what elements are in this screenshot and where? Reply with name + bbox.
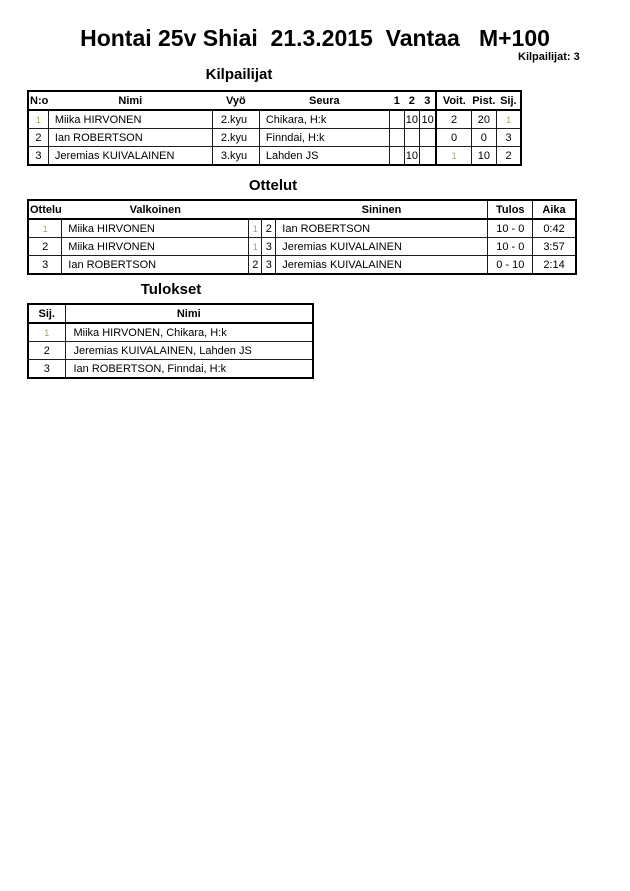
table-cell — [389, 147, 404, 166]
table-row — [28, 323, 313, 342]
column-header: Sininen — [276, 200, 488, 219]
participants-count: Kilpailijat: 3 — [518, 51, 580, 63]
table-cell: Jeremias KUIVALAINEN, Lahden JS — [65, 342, 313, 360]
table-row — [28, 256, 576, 275]
table-cell: 3:57 — [533, 238, 576, 256]
column-header: Aika — [533, 200, 576, 219]
table-cell: 10 — [404, 110, 419, 129]
table-header-row — [28, 304, 313, 323]
table-cell: Lahden JS — [259, 147, 389, 166]
table-cell: 2 — [249, 256, 262, 275]
table-cell: 2 — [28, 129, 48, 147]
column-header: Seura — [259, 91, 389, 110]
column-header — [249, 200, 262, 219]
table-cell: Ian ROBERTSON — [276, 219, 488, 238]
table-cell: Chikara, H:k — [259, 110, 389, 129]
table-cell: 3 — [262, 256, 276, 275]
table-cell: 1 — [28, 323, 65, 342]
table-cell: Jeremias KUIVALAINEN — [276, 238, 488, 256]
table-cell: Miika HIRVONEN, Chikara, H:k — [65, 323, 313, 342]
table-row — [28, 342, 313, 360]
matches-table-wrapper — [27, 199, 577, 275]
column-header: N:o — [28, 91, 48, 110]
column-header: Nimi — [65, 304, 313, 323]
table-cell: 2 — [28, 238, 62, 256]
table-cell: 2.kyu — [212, 129, 259, 147]
competitors-table-wrapper — [27, 90, 522, 166]
table-cell — [404, 129, 419, 147]
table-cell: 2 — [28, 342, 65, 360]
table-cell: Miika HIRVONEN — [48, 110, 212, 129]
table-cell: 10 — [404, 147, 419, 166]
column-header: Voit. — [436, 91, 471, 110]
table-cell: 1 — [249, 219, 262, 238]
table-cell: 3 — [28, 360, 65, 379]
table-cell: Miika HIRVONEN — [62, 219, 249, 238]
table-cell: 10 - 0 — [488, 219, 533, 238]
table-cell: 2 — [262, 219, 276, 238]
table-row — [28, 110, 521, 129]
competitors-table — [27, 90, 522, 166]
results-table-wrapper — [27, 303, 314, 379]
table-cell: 3 — [28, 147, 48, 166]
table-cell — [419, 129, 436, 147]
table-cell: 0 - 10 — [488, 256, 533, 275]
column-header: 3 — [419, 91, 436, 110]
table-row — [28, 129, 521, 147]
results-table — [27, 303, 314, 379]
table-cell: Miika HIRVONEN — [62, 238, 249, 256]
table-cell: 2 — [496, 147, 521, 166]
table-cell: 1 — [249, 238, 262, 256]
table-cell — [389, 110, 404, 129]
section-heading-ottelut: Ottelut — [248, 177, 298, 194]
table-cell: 10 - 0 — [488, 238, 533, 256]
table-cell: 1 — [496, 110, 521, 129]
table-cell: 3 — [262, 238, 276, 256]
table-cell: 10 — [471, 147, 496, 166]
column-header: Ottelu — [28, 200, 62, 219]
table-cell: Ian ROBERTSON, Finndai, H:k — [65, 360, 313, 379]
table-cell: 2:14 — [533, 256, 576, 275]
table-cell: 3.kyu — [212, 147, 259, 166]
table-cell: Jeremias KUIVALAINEN — [276, 256, 488, 275]
column-header: 1 — [389, 91, 404, 110]
column-header: Sij. — [496, 91, 521, 110]
column-header: Sij. — [28, 304, 65, 323]
column-header — [262, 200, 276, 219]
table-cell: 0:42 — [533, 219, 576, 238]
table-cell: Finndai, H:k — [259, 129, 389, 147]
table-cell: 20 — [471, 110, 496, 129]
table-cell: Ian ROBERTSON — [62, 256, 249, 275]
table-cell: 1 — [28, 219, 62, 238]
table-row — [28, 147, 521, 166]
table-cell — [419, 147, 436, 166]
table-cell: 1 — [28, 110, 48, 129]
page-title: Hontai 25v Shiai 21.3.2015 Vantaa M+100 — [80, 25, 550, 51]
table-row — [28, 360, 313, 379]
table-cell — [389, 129, 404, 147]
table-cell: Ian ROBERTSON — [48, 129, 212, 147]
table-cell: 2.kyu — [212, 110, 259, 129]
column-header: Nimi — [48, 91, 212, 110]
column-header: 2 — [404, 91, 419, 110]
table-row — [28, 219, 576, 238]
table-cell: 3 — [496, 129, 521, 147]
table-cell: 1 — [436, 147, 471, 166]
table-cell: 2 — [436, 110, 471, 129]
table-header-row — [28, 91, 521, 110]
table-cell: 0 — [471, 129, 496, 147]
matches-table — [27, 199, 577, 275]
table-cell: 0 — [436, 129, 471, 147]
section-heading-kilpailijat: Kilpailijat — [205, 66, 273, 83]
table-cell: 3 — [28, 256, 62, 275]
column-header: Tulos — [488, 200, 533, 219]
column-header: Valkoinen — [62, 200, 249, 219]
table-row — [28, 238, 576, 256]
column-header: Pist. — [471, 91, 496, 110]
table-cell: 10 — [419, 110, 436, 129]
table-cell: Jeremias KUIVALAINEN — [48, 147, 212, 166]
table-header-row — [28, 200, 576, 219]
column-header: Vyö — [212, 91, 259, 110]
section-heading-tulokset: Tulokset — [140, 281, 202, 298]
